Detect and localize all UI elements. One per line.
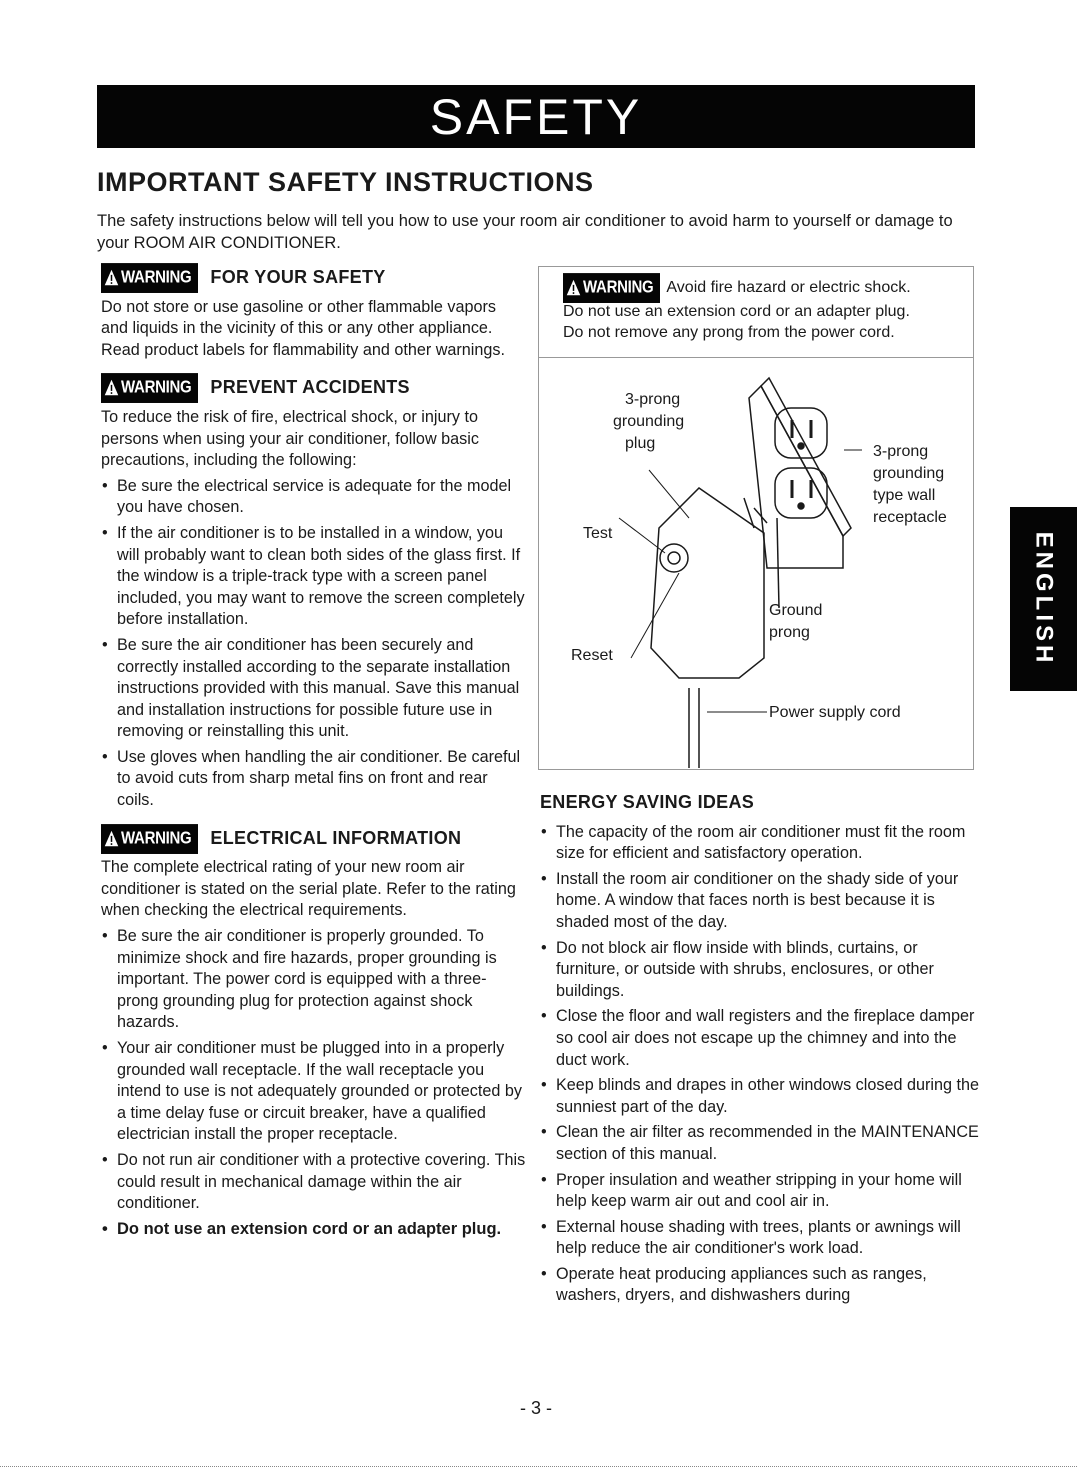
language-tab-label: ENGLISH xyxy=(1030,531,1058,667)
language-tab xyxy=(1010,507,1077,691)
warning-badge xyxy=(563,273,660,302)
prevent-accidents-title: PREVENT ACCIDENTS xyxy=(210,377,410,398)
box-line-2: Do not use an extension cord or an adapter plug. xyxy=(563,302,910,320)
list-item: • Clean the air filter as recommended in the MAINTENANCE section of this manual. xyxy=(540,1122,980,1165)
page-number: - 3 - xyxy=(520,1398,553,1418)
power-cord-label: Power supply cord xyxy=(769,704,901,721)
receptacle-label-line: receptacle xyxy=(873,509,947,526)
warning-triangle-icon xyxy=(104,380,119,397)
warning-badge xyxy=(101,373,198,402)
warning-badge xyxy=(101,263,198,292)
list-item: • External house shading with trees, plants or awnings will help reduce the air conditioner's work load. xyxy=(540,1217,980,1260)
electrical-info-list xyxy=(101,926,526,1240)
intro-text: The safety instructions below will tell you how to use your room air conditioner to avoid harm to yourself or damage to your ROOM AIR CONDITIONER. xyxy=(97,212,953,252)
section-banner xyxy=(97,85,975,148)
receptacle-label-line: grounding xyxy=(873,465,945,482)
ground-label-line: prong xyxy=(769,624,810,641)
banner-title: SAFETY xyxy=(429,88,643,145)
list-item: • Do not block air flow inside with blinds, curtains, or furniture, or outside with shrubs, enclosures, or other buildings. xyxy=(540,938,980,1003)
receptacle-label-line: 3-prong xyxy=(873,443,929,460)
receptacle-label-line: type wall xyxy=(873,487,936,504)
for-safety-header xyxy=(101,265,526,291)
list-item: • Do not run air conditioner with a protective covering. This could result in mechanical damage within the air conditioner. xyxy=(101,1150,526,1215)
grounding-plug-icon xyxy=(651,488,779,768)
box-line-3: Do not remove any prong from the power cord. xyxy=(563,324,895,341)
box-warning-line xyxy=(563,275,965,301)
electric-shock-warning-box xyxy=(538,266,974,770)
plug-label-line: grounding xyxy=(613,413,685,430)
warning-triangle-icon xyxy=(566,279,581,296)
prevent-accidents-list xyxy=(101,476,526,812)
warning-badge-label: WARNING xyxy=(121,828,192,848)
energy-saving-list xyxy=(540,822,980,1307)
footer-rule xyxy=(0,1466,1077,1467)
list-item: • Your air conditioner must be plugged into in a properly grounded wall receptacle. If the wall receptacle you intend to use is not adequately grounded or protected by a time delay fuse or circuit breaker, have a qualified electrician install the proper receptacle. xyxy=(101,1038,526,1146)
reset-label: Reset xyxy=(571,647,613,664)
prevent-accidents-body: To reduce the risk of fire, electrical shock, or injury to persons when using your air conditioner, follow basic precautions, including the following: xyxy=(101,407,479,470)
warning-badge xyxy=(101,824,198,853)
electrical-info-header xyxy=(101,826,526,852)
list-item: • Be sure the air conditioner has been securely and correctly installed according to the separate installation instructions provided with this manual. Save this manual and installation instructions for possible future use in removing or reinstalling this unit. xyxy=(101,635,526,743)
energy-saving-title: ENERGY SAVING IDEAS xyxy=(540,792,755,812)
warning-badge-label: WARNING xyxy=(121,378,192,398)
list-item: • Use gloves when handling the air conditioner. Be careful to avoid cuts from sharp metal fins on front and rear coils. xyxy=(101,747,526,812)
warning-badge-label: WARNING xyxy=(121,267,192,288)
electrical-info-body: The complete electrical rating of your new room air conditioner is stated on the serial plate. Refer to the rating when checking the electrical requirements. xyxy=(101,858,516,920)
list-item: • Close the floor and wall registers and the fireplace damper so cool air does not escape up the chimney and into the duct work. xyxy=(540,1006,980,1071)
left-column xyxy=(101,265,526,1244)
prevent-accidents-header xyxy=(101,375,526,401)
list-item: • Operate heat producing appliances such as ranges, washers, dryers, and dishwashers during xyxy=(540,1264,980,1307)
list-item: • If the air conditioner is to be installed in a window, you will probably want to clean both sides of the glass first. If the window is a triple-track type with a screen panel included, you may want to remove the screen completely before installation. xyxy=(101,523,526,631)
list-item: • Be sure the electrical service is adequate for the model you have chosen. xyxy=(101,476,526,519)
list-item: • Proper insulation and weather stripping in your home will help keep warm air out and cool air in. xyxy=(540,1170,980,1213)
plug-label-line: 3-prong xyxy=(625,391,681,408)
warning-triangle-icon xyxy=(104,830,119,847)
box-warning-text xyxy=(539,267,973,344)
right-column xyxy=(540,792,980,1311)
plug-receptacle-diagram xyxy=(539,358,973,768)
box-line-1: Avoid fire hazard or electric shock. xyxy=(666,279,911,296)
list-item: • Install the room air conditioner on the shady side of your home. A window that faces north is best because it is shaded most of the day. xyxy=(540,869,980,934)
ground-label-line: Ground xyxy=(769,602,823,619)
warning-triangle-icon xyxy=(104,269,119,286)
page-title: IMPORTANT SAFETY INSTRUCTIONS xyxy=(97,167,594,197)
test-label: Test xyxy=(583,525,613,542)
electrical-info-title: ELECTRICAL INFORMATION xyxy=(210,827,462,848)
plug-label-line: plug xyxy=(625,435,656,452)
list-item: • Keep blinds and drapes in other windows closed during the sunniest part of the day. xyxy=(540,1075,980,1118)
warning-badge-label: WARNING xyxy=(583,277,654,298)
list-item-bold: • Do not use an extension cord or an adapter plug. xyxy=(101,1219,526,1241)
list-item: • The capacity of the room air conditioner must fit the room size for efficient and satisfactory operation. xyxy=(540,822,980,865)
for-safety-title: FOR YOUR SAFETY xyxy=(210,267,386,287)
list-item: • Be sure the air conditioner is properly grounded. To minimize shock and fire hazards, proper grounding is important. The power cord is equipped with a three-prong grounding plug for protection against shock hazards. xyxy=(101,926,526,1034)
for-safety-body: Do not store or use gasoline or other flammable vapors and liquids in the vicinity of this or any other appliance. Read product labels for flammability and other warnings. xyxy=(101,297,505,359)
